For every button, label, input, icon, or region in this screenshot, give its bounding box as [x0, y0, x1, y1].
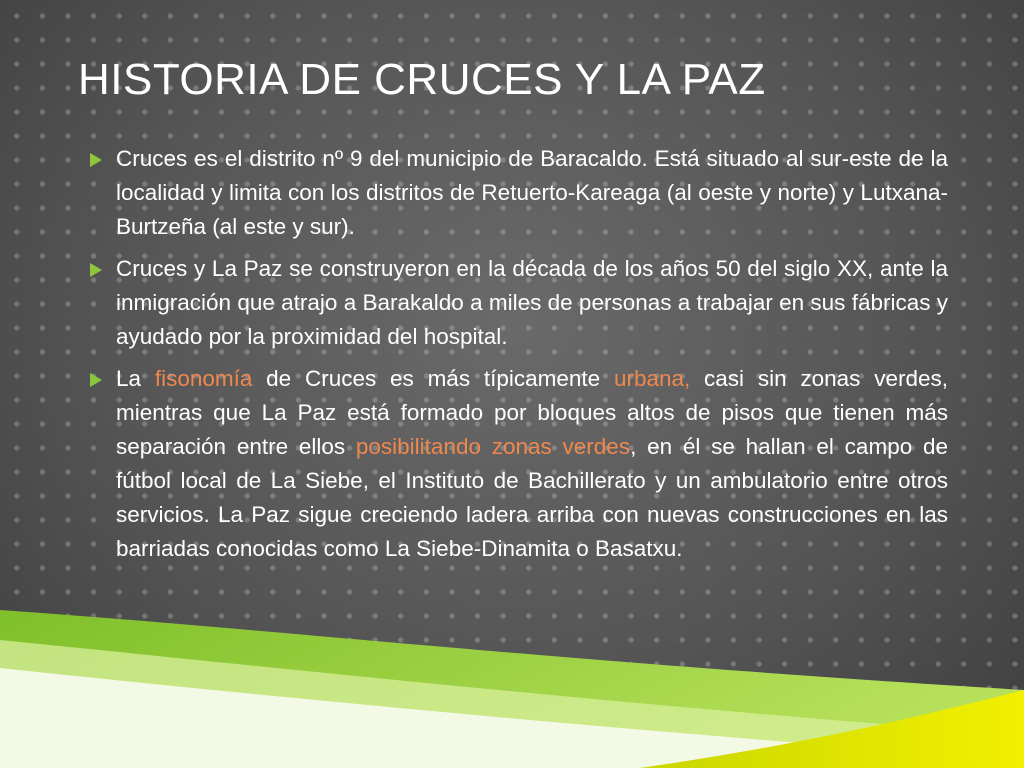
bullet-text: casi sin zonas verdes, mientras que La Paz está formado por bloques altos de pisos que tienen más separación entre ellos — [116, 366, 948, 459]
bullet-text: Cruces y La Paz se construyeron en la década de los años 50 del siglo XX, ante la inmigración que atrajo a Barakaldo a miles de personas a trabajar en sus fábricas y ayudado por la proximidad del hospital. — [116, 256, 948, 349]
bullet-text: de Cruces es más típicamente — [252, 366, 614, 391]
bullet-text: Cruces es el distrito nº 9 del municipio de Baracaldo. Está situado al sur-este de la localidad y limita con los distritos de Retuerto-Kareaga (al oeste y norte) y Lutxana-Burtzeña (al este y sur). — [116, 146, 948, 239]
slide-title: HISTORIA DE CRUCES Y LA PAZ — [78, 55, 766, 104]
highlighted-text: urbana, — [613, 366, 691, 391]
highlighted-text: fisonomía — [154, 366, 253, 391]
bullet-text: , en él se hallan el campo de fútbol local de La Siebe, el Instituto de Bachillerato y un ambulatorio entre otros servicios. La Paz sigue creciendo ladera arriba con nuevas construcciones en las barriadas conocidas como La Siebe-Dinamita o Basatxu. — [116, 434, 948, 561]
highlighted-text: posibilitando zonas verdes — [355, 434, 631, 459]
bullet-text: La — [116, 366, 155, 391]
